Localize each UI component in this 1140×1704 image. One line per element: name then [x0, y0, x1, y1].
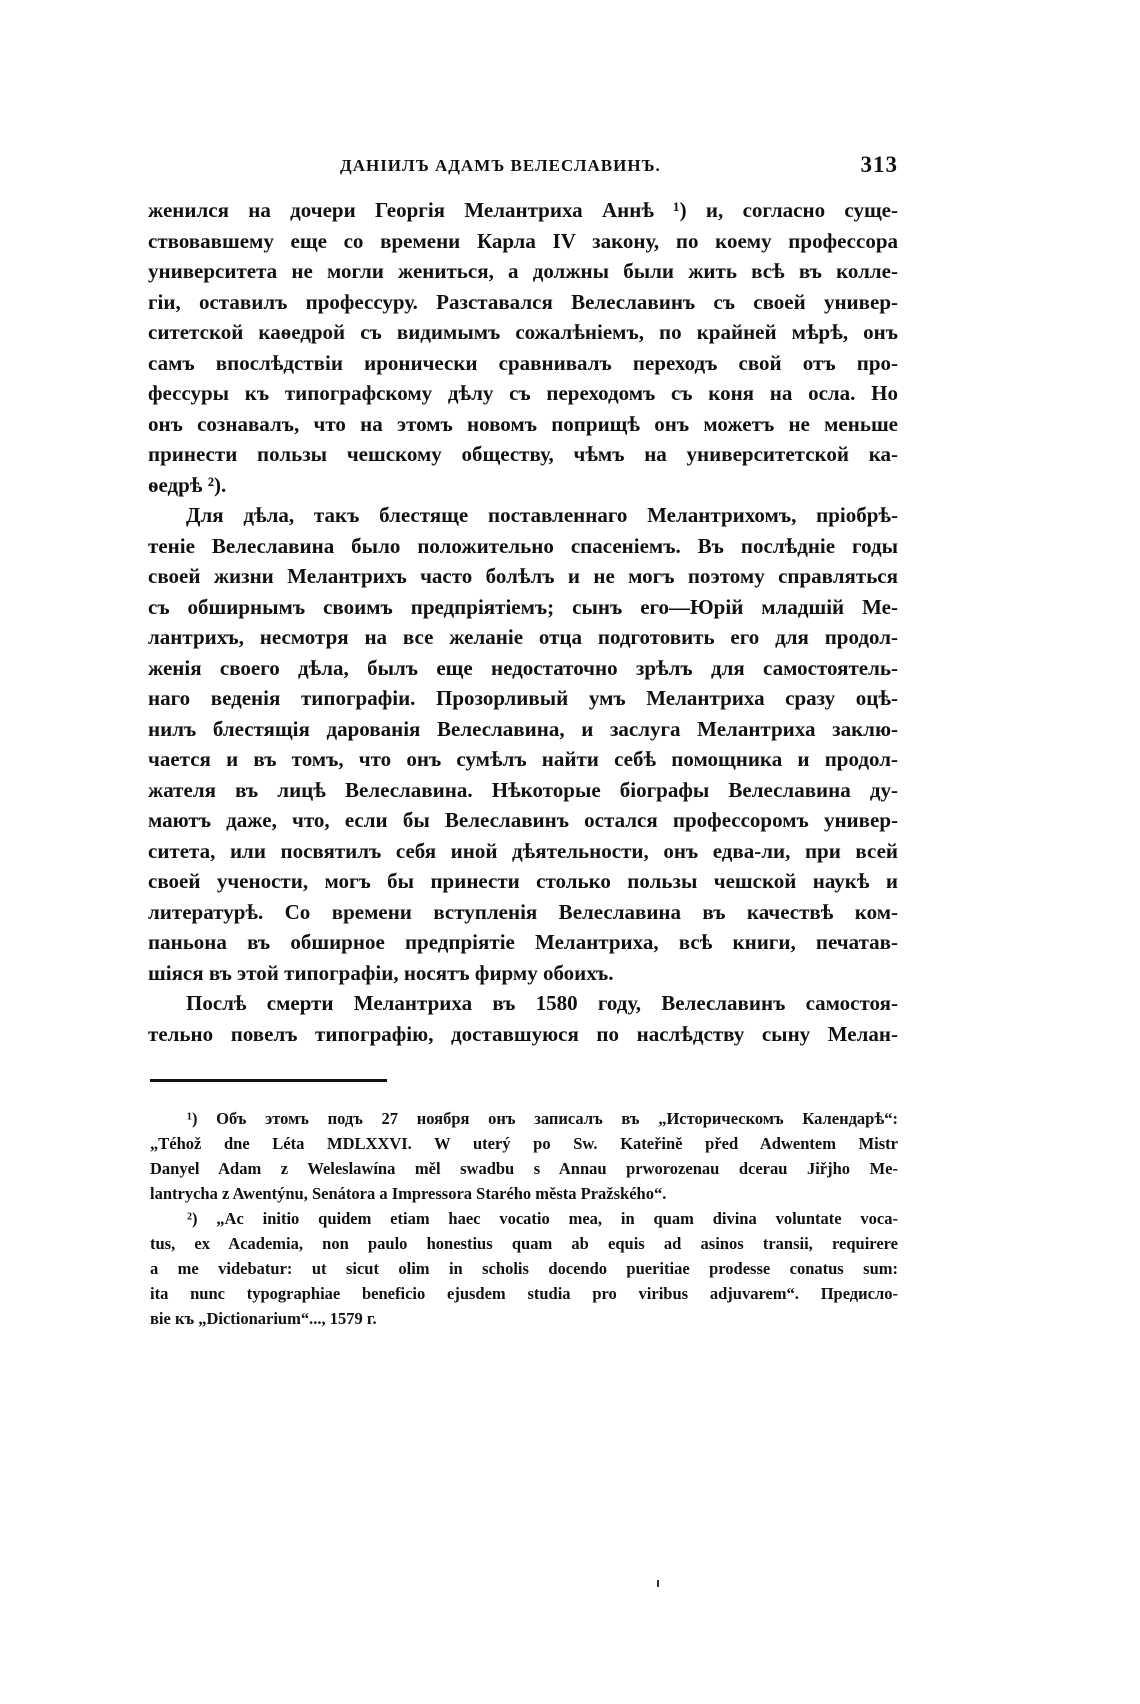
page-number: 313: [860, 152, 898, 177]
text-line: литературѣ. Со времени вступленія Велеславина въ качествѣ ком-: [148, 899, 898, 924]
footnote-line: a me videbatur: ut sicut olim in scholis docendo pueritiae prodesse conatus sum:: [150, 1259, 898, 1278]
running-title: ДАНІИЛЪ АДАМЪ ВЕЛЕСЛАВИНЪ.: [340, 156, 661, 175]
text-line: своей жизни Мелантрихъ часто болѣлъ и не могъ поэтому справляться: [148, 564, 898, 588]
text-line: шіяся въ этой типографіи, носятъ фирму обоихъ.: [148, 960, 614, 985]
text-line: гіи, оставилъ профессуру. Разставался Велеславинъ съ своей универ-: [148, 289, 898, 314]
text-line: онъ сознавалъ, что на этомъ новомъ поприщѣ онъ можетъ не меньше: [148, 411, 898, 436]
text-line: съ обширнымъ своимъ предпріятіемъ; сынъ его—Юрій младшій Ме-: [148, 594, 898, 619]
footnote-line: ita nunc typographiae beneficio ejusdem studia pro viribus adjuvarem“. Предисло-: [150, 1284, 898, 1303]
text-line: университета не могли жениться, а должны были жить всѣ въ колле-: [148, 259, 898, 283]
text-line: тельно повелъ типографію, доставшуюся по наслѣдству сыну Мелан-: [148, 1021, 898, 1046]
scan-mark: [657, 1580, 659, 1587]
text-line: наго веденія типографіи. Прозорливый умъ Мелантриха сразу оцѣ-: [148, 686, 898, 710]
text-line: ситетской каѳедрой съ видимымъ сожалѣніемъ, по крайней мѣрѣ, онъ: [148, 320, 898, 344]
text-line: принести пользы чешскому обществу, чѣмъ на университетской ка-: [148, 442, 898, 466]
footnotes: [150, 1106, 898, 1331]
footnote-line: ¹) Объ этомъ подъ 27 ноября онъ записалъ въ „Историческомъ Календарѣ“:: [187, 1109, 898, 1128]
text-line: Послѣ смерти Мелантриха въ 1580 году, Велеславинъ самостоя-: [186, 991, 898, 1015]
text-line: фессуры къ типографскому дѣлу съ переходомъ съ коня на осла. Но: [148, 381, 898, 405]
text-line: Для дѣла, такъ блестяще поставленнаго Мелантрихомъ, пріобрѣ-: [186, 503, 898, 527]
text-line: чается и въ томъ, что онъ сумѣлъ найти себѣ помощника и продол-: [148, 747, 898, 771]
text-line: лантрихъ, несмотря на все желаніе отца подготовить его для продол-: [148, 625, 898, 649]
main-text: [148, 195, 898, 1049]
text-line: теніе Велеславина было положительно спасеніемъ. Въ послѣдніе годы: [148, 533, 898, 558]
footnote-line: „Téhož dne Léta MDLXXVI. W uterý po Sw. Kateřině před Adwentem Mistr: [150, 1134, 898, 1153]
text-line: маютъ даже, что, если бы Велеславинъ остался профессоромъ универ-: [148, 808, 898, 832]
footnote-separator: [150, 1079, 387, 1082]
text-line: ситета, или посвятилъ себя иной дѣятельности, онъ едва-ли, при всей: [148, 838, 898, 863]
page-header: [148, 152, 898, 182]
text-line: жателя въ лицѣ Велеславина. Нѣкоторые біографы Велеславина ду-: [148, 777, 898, 802]
text-line: нилъ блестящія дарованія Велеславина, и заслуга Мелантриха заклю-: [148, 716, 898, 741]
text-line: ѳедрѣ ²).: [148, 472, 227, 497]
text-line: женился на дочери Георгія Мелантриха Аннѣ ¹) и, согласно суще-: [148, 198, 898, 222]
text-line: самъ впослѣдствіи иронически сравнивалъ переходъ свой отъ про-: [148, 350, 898, 375]
footnote-line: ²) „Ac initio quidem etiam haec vocatio mea, in quam divina voluntate voca-: [187, 1209, 898, 1228]
footnote-line: віе къ „Dictionarium“..., 1579 г.: [150, 1309, 377, 1328]
footnote-line: Danyel Adam z Weleslawína měl swadbu s Annau prworozenau dcerau Jiřjho Me-: [150, 1159, 898, 1178]
footnote-line: tus, ex Academia, non paulo honestius quam ab equis ad asinos transii, requirere: [150, 1234, 898, 1253]
text-line: женія своего дѣла, былъ еще недостаточно зрѣлъ для самостоятель-: [148, 655, 898, 680]
text-line: своей учености, могъ бы принести столько пользы чешской наукѣ и: [148, 869, 898, 893]
text-line: ствовавшему еще со времени Карла IV закону, по коему профессора: [148, 228, 898, 253]
text-line: паньона въ обширное предпріятіе Мелантриха, всѣ книги, печатав-: [148, 930, 898, 954]
footnote-line: lantrycha z Awentýnu, Senátora a Impressora Starého města Pražského“.: [150, 1184, 667, 1203]
